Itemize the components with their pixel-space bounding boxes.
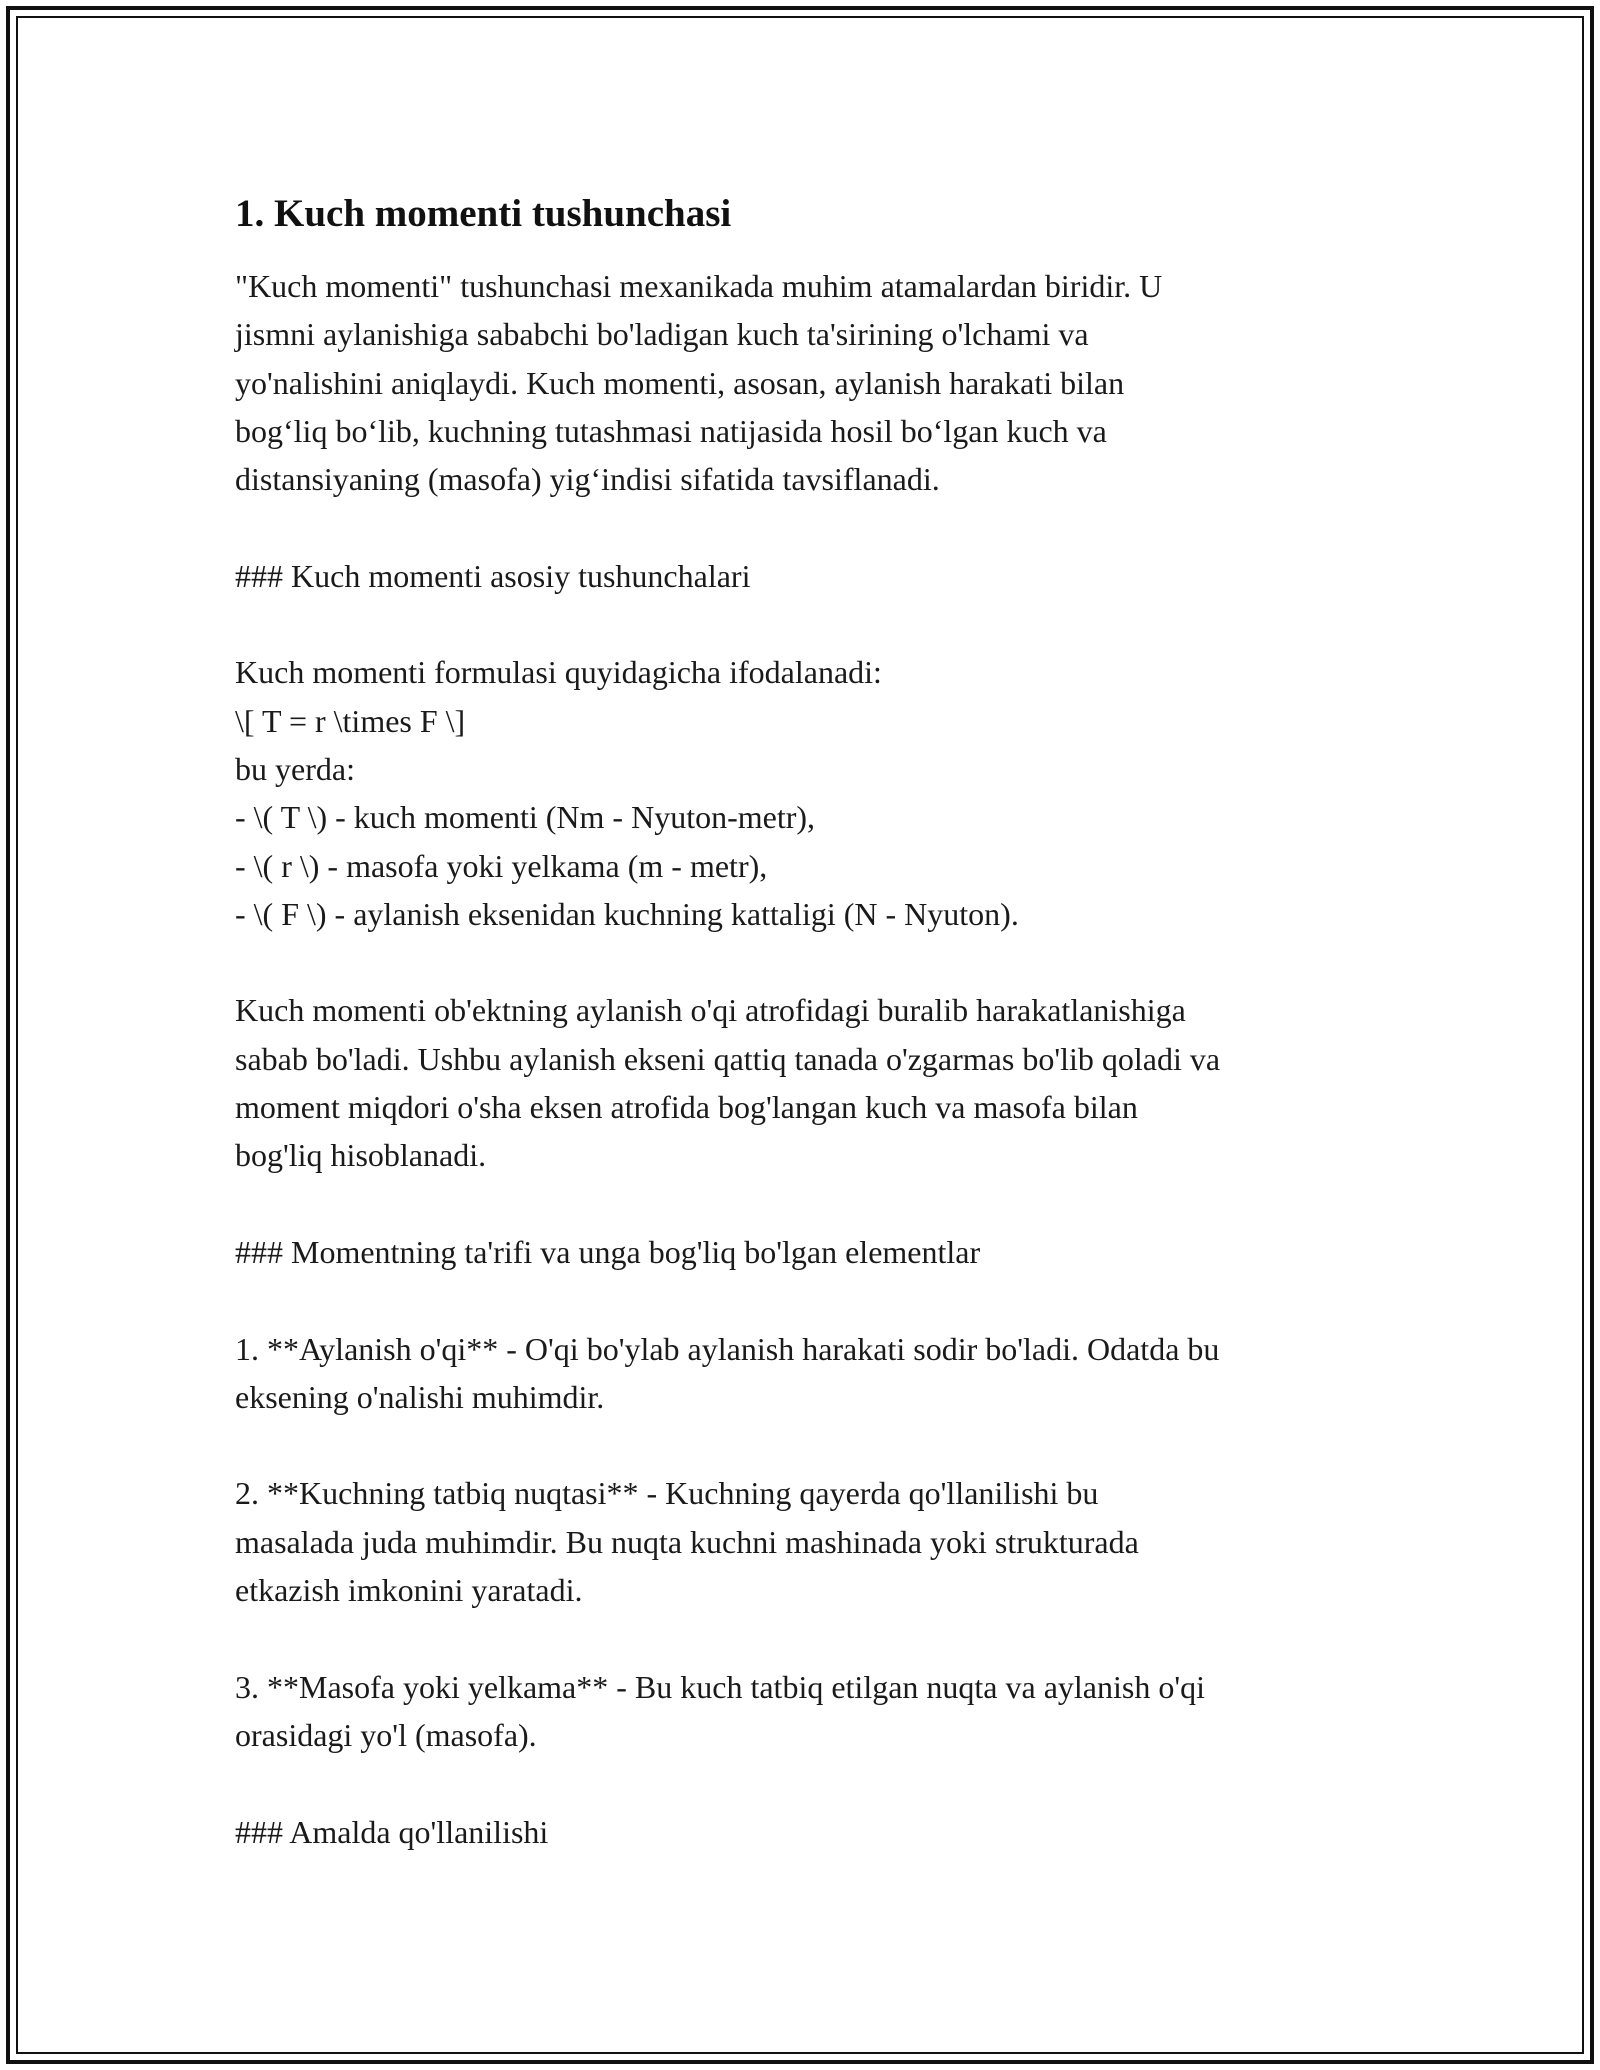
list-item-application-point: 2. **Kuchning tatbiq nuqtasi** - Kuchning qayerda qo'llanilishi bu masalada juda muhimdir. Bu nuqta kuchni mashinada yoki strukturada etkazish imkonini yaratadi. (235, 1475, 1139, 1609)
paragraph-spacer (235, 600, 1395, 648)
paragraph-spacer (235, 1421, 1395, 1469)
document-body (235, 186, 1395, 1856)
paragraph-spacer (235, 938, 1395, 986)
paragraph-spacer (235, 1276, 1395, 1324)
formula-paragraph: Kuch momenti formulasi quyidagicha ifodalanadi: \[ T = r \times F \] bu yerda: - \( T \) - kuch momenti (Nm - Nyuton-metr), - \( r \) - masofa yoki yelkama (m - metr), - \( F \) - aylanish eksenidan kuchning kattaligi (N - Nyuton). (235, 654, 1019, 932)
rotation-paragraph: Kuch momenti ob'ektning aylanish o'qi atrofidagi buralib harakatlanishiga sabab bo'ladi. Ushbu aylanish ekseni qattiq tanada o'zgarmas bo'lib qoladi va moment miqdori o'sha eksen atrofida bog'langan kuch va masofa bilan bog'liq hisoblanadi. (235, 992, 1221, 1174)
list-item-axis: 1. **Aylanish o'qi** - O'qi bo'ylab aylanish harakati sodir bo'ladi. Odatda bu eksening o'nalishi muhimdir. (235, 1330, 1220, 1415)
paragraph-spacer (235, 503, 1395, 551)
list-item-lever-arm: 3. **Masofa yoki yelkama** - Bu kuch tatbiq etilgan nuqta va aylanish o'qi orasidagi yo'l (masofa). (235, 1668, 1205, 1753)
document-title: 1. Kuch momenti tushunchasi (235, 192, 732, 235)
section-heading-basics: ### Kuch momenti asosiy tushunchalari (235, 557, 751, 594)
section-heading-definition: ### Momentning ta'rifi va unga bog'liq bo'lgan elementlar (235, 1233, 981, 1270)
section-heading-application: ### Amalda qo'llanilishi (235, 1813, 549, 1850)
paragraph-spacer (235, 1614, 1395, 1662)
intro-paragraph: "Kuch momenti" tushunchasi mexanikada muhim atamalardan biridir. U jismni aylanishiga sababchi bo'ladigan kuch ta'sirining o'lchami va yo'nalishini aniqlaydi. Kuch momenti, asosan, aylanish harakati bilan bog‘liq bo‘lib, kuchning tutashmasi natijasida hosil bo‘lgan kuch va distansiyaning (masofa) yig‘indisi sifatida tavsiflanadi. (235, 268, 1163, 498)
paragraph-spacer (235, 1759, 1395, 1807)
paragraph-spacer (235, 1180, 1395, 1228)
